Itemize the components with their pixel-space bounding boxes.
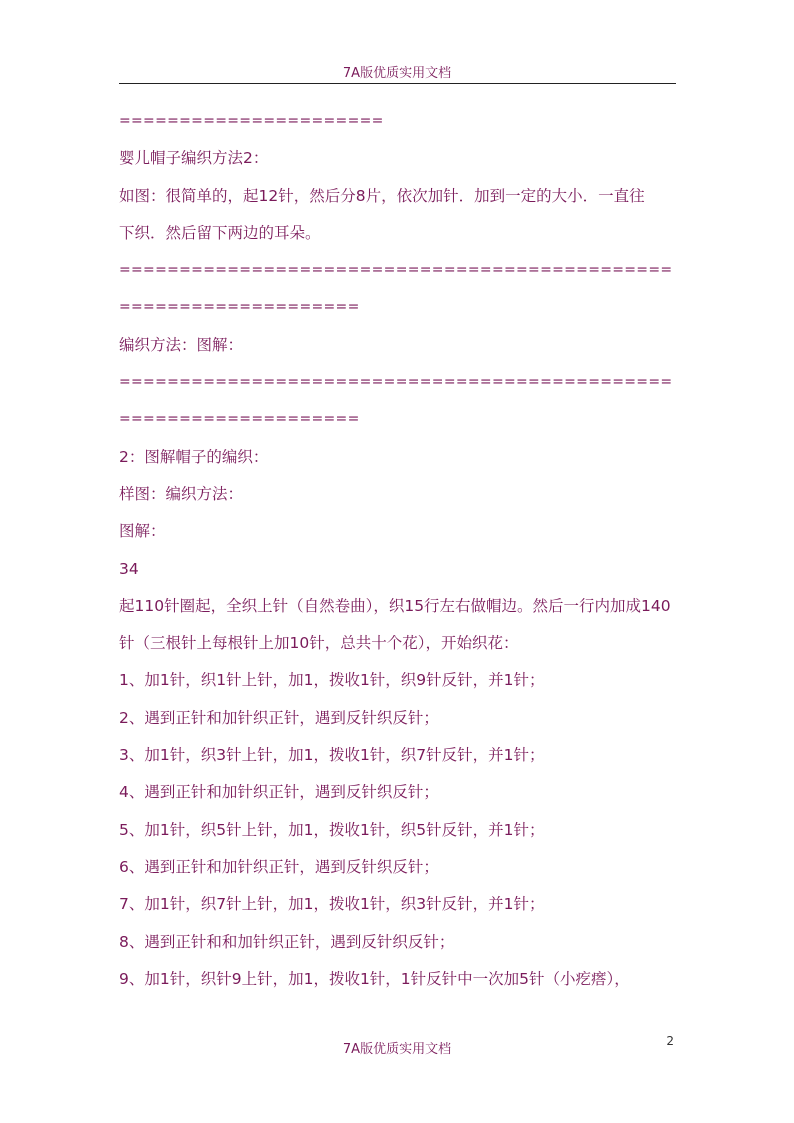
text-line: 如图：很简单的，起12针，然后分8片，依次加针．加到一定的大小．一直往 [119,186,645,205]
text-line: 婴儿帽子编织方法2： [119,149,269,168]
separator-line: ====================== [119,113,384,129]
text-line: 编织方法：图解： [119,335,244,354]
text-line: 针（三根针上每根针上加10针，总共十个花），开始织花： [119,634,519,653]
text-line: 9、加1针，织针9上针，加1，拨收1针，1针反针中一次加5针（小疙瘩）， [119,969,630,988]
separator-line: ==================== [119,411,360,428]
text-line: 3、加1针，织3针上针，加1，拨收1针，织7针反针，并1针； [119,746,545,765]
page-header: 7A版优质实用文档 [342,66,452,81]
text-line: 4、遇到正针和加针织正针，遇到反针织反针； [119,783,439,802]
page-number: 2 [666,1034,674,1048]
separator-line: ============================================== [119,374,673,391]
text-line: 8、遇到正针和和加针织正针，遇到反针织反针； [119,932,455,951]
text-line: 起110针圈起，全织上针（自然卷曲），织15行左右做帽边。然后一行内加成140 [119,596,671,615]
text-line: 1、加1针，织1针上针，加1，拨收1针，织9针反针，并1针； [119,671,545,690]
separator-line: ==================== [119,299,360,316]
text-line: 5、加1针，织5针上针，加1，拨收1针，织5针反针，并1针； [119,820,545,839]
text-line: 34 [119,559,139,578]
text-line: 样图：编织方法： [119,484,244,503]
text-line: 6、遇到正针和加针织正针，遇到反针织反针； [119,857,439,876]
text-line: 图解： [119,522,166,541]
header-divider [119,83,676,84]
text-line: 2：图解帽子的编织： [119,447,269,466]
document-body [119,103,679,998]
text-line: 2、遇到正针和加针织正针，遇到反针织反针； [119,708,439,727]
separator-line: ============================================== [119,262,673,279]
text-line: 下织．然后留下两边的耳朵。 [119,223,321,242]
text-line: 7、加1针，织7针上针，加1，拨收1针，织3针反针，并1针； [119,895,545,914]
page-footer: 7A版优质实用文档 [342,1042,452,1057]
